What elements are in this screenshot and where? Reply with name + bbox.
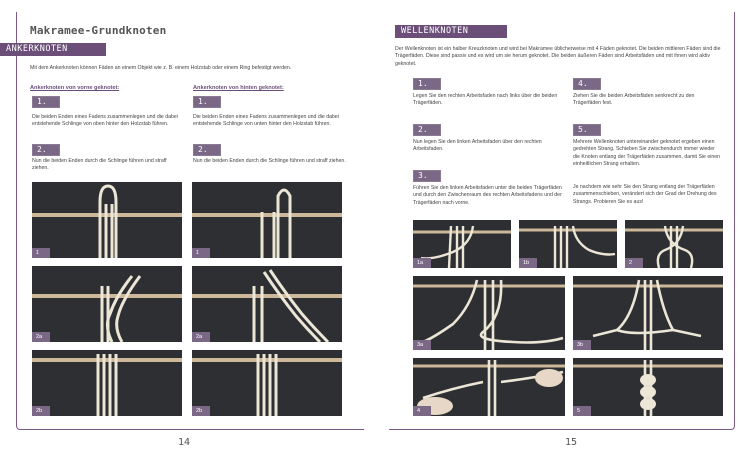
photo-label: 1a [413, 258, 431, 268]
knot-illustration [192, 266, 342, 342]
photo-wave-4 [413, 358, 565, 416]
step1-text: Legen Sie den rechten Arbeitsfaden nach links über die beiden Trägerfäden. [413, 93, 558, 107]
intro-text: Der Wellenknoten ist ein halber Kreuzknoten und wird bei Makramee üblicherweise mit 4 Fäden geknotet. Die beiden mittleren Fäden sind die Trägerfäden. Diese sind passiv und es wird um sie herum geknotet. Die beiden äußeren Fäden sind Arbeitsfäden und mit ihnen wird aktiv geknotet. [395, 46, 721, 67]
photo-label: 1 [32, 248, 50, 258]
photo-label: 2a [32, 332, 50, 342]
intro-text: Mit dem Ankerknoten können Fäden an einem Objekt wie z. B. einem Holzstab oder einem Ring befestigt werden. [30, 65, 292, 71]
photo-label: 1 [192, 248, 210, 258]
step2-text: Nun legen Sie den linken Arbeitsfaden über den rechten Arbeitsfaden. [413, 139, 542, 153]
step4-number: 4. [573, 78, 601, 90]
page-number: 14 [178, 437, 191, 448]
photo-anchor-front-2b [32, 350, 182, 416]
page-number: 15 [565, 437, 578, 448]
photo-wave-1a [413, 220, 511, 268]
photo-wave-3a [413, 276, 565, 350]
photo-label: 2a [192, 332, 210, 342]
photo-label: 2 [625, 258, 643, 268]
section-banner-wellenknoten: WELLENKNOTEN [395, 25, 507, 38]
photo-label: 5 [573, 406, 591, 416]
tip-text: Je nachdem wie sehr Sie den Strang entlang der Trägerfäden zusammenschieben, verändert sich der Grad der Drehung des Strangs. Probieren Sie es aus! [573, 184, 717, 205]
col2-step2-number: 2. [193, 144, 221, 156]
col1-step1-number: 1. [32, 96, 60, 108]
photo-wave-5 [573, 358, 723, 416]
col1-step1-text: Die beiden Enden eines Fadens zusammenlegen und die dabei entstehende Schlinge von oben hinter den Holzstab führen. [32, 114, 178, 128]
col2-step1-number: 1. [193, 96, 221, 108]
knot-illustration [192, 350, 342, 416]
knot-illustration [32, 350, 182, 416]
photo-wave-3b [573, 276, 723, 350]
knot-illustration [413, 276, 565, 350]
col2-step2-text: Nun die beiden Enden durch die Schlinge führen und straff ziehen. [193, 158, 346, 164]
col2-step1-text: Die beiden Enden eines Fadens zusammenlegen und die dabei entstehende Schlinge von unten hinter den Holzstab führen. [193, 114, 339, 128]
photo-anchor-front-1 [32, 182, 182, 258]
photo-label: 4 [413, 406, 431, 416]
photo-anchor-back-1 [192, 182, 342, 258]
knot-illustration [413, 358, 565, 416]
step3-number: 3. [413, 170, 441, 182]
photo-wave-2 [625, 220, 723, 268]
knot-illustration [573, 358, 723, 416]
col2-heading: Ankerknoten von hinten geknotet: [193, 85, 284, 91]
knot-illustration [32, 182, 182, 258]
page-title: Makramee-Grundknoten [30, 24, 167, 37]
photo-label: 3a [413, 340, 431, 350]
right-page [375, 0, 750, 455]
col1-step2-number: 2. [32, 144, 60, 156]
photo-anchor-back-2a [192, 266, 342, 342]
step4-text: Ziehen Sie die beiden Arbeitsfäden senkrecht zu den Trägerfäden fest. [573, 93, 695, 107]
knot-illustration [573, 276, 723, 350]
knot-illustration [192, 182, 342, 258]
step3-text: Führen Sie den linken Arbeitsfaden unter die beiden Trägerfäden und durch den Zwischenraum des rechten Arbeitsfadens und der Trägerfäden nach vorne. [413, 185, 562, 206]
section-banner-ankerknoten: ANKERKNOTEN [0, 43, 106, 56]
photo-label: 2b [32, 406, 50, 416]
photo-anchor-front-2a [32, 266, 182, 342]
col1-heading: Ankerknoten von vorne geknotet: [30, 85, 120, 91]
photo-label: 2b [192, 406, 210, 416]
step5-text: Mehrere Wellenknoten untereinander geknotet ergeben einen gedrehten Strang. Schieben Sie zwischendurch immer wieder die Knoten entlang der Trägerfäden zusammen, damit Sie einen einheitlichen Strang erhalten. [573, 139, 721, 168]
step2-number: 2. [413, 124, 441, 136]
col1-step2-text: Nun die beiden Enden durch die Schlinge führen und straff ziehen. [32, 158, 167, 172]
knot-illustration [32, 266, 182, 342]
photo-wave-1b [519, 220, 617, 268]
step1-number: 1. [413, 78, 441, 90]
step5-number: 5. [573, 124, 601, 136]
photo-anchor-back-2b [192, 350, 342, 416]
photo-label: 1b [519, 258, 537, 268]
photo-label: 3b [573, 340, 591, 350]
